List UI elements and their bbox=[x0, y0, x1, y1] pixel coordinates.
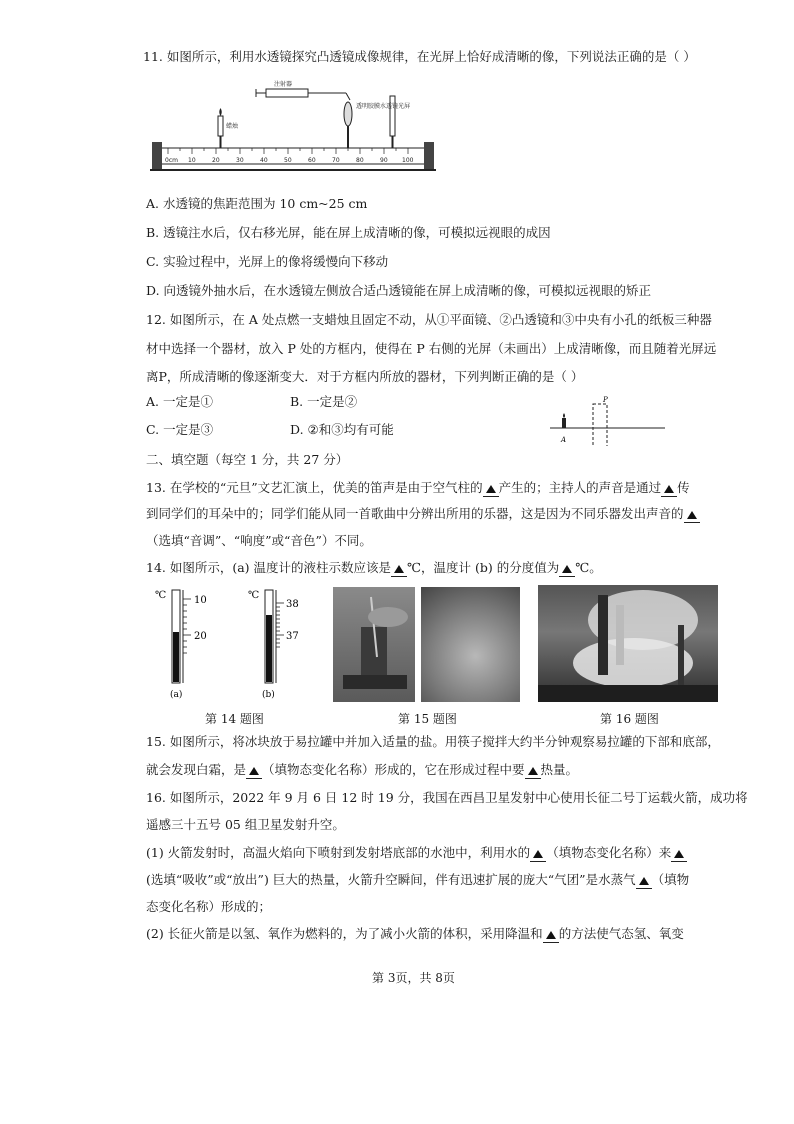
therm-b-tick: 37 bbox=[286, 631, 299, 642]
syringe-label: 注射器 bbox=[274, 81, 293, 88]
q11-option-d[interactable]: D. 向透镜外抽水后，在水透镜左侧放合适凸透镜能在屏上成清晰的像，可模拟远视眼的矫正 bbox=[146, 283, 652, 298]
ruler-unit: 0cm bbox=[165, 157, 178, 164]
q11-option-a[interactable]: A. 水透镜的焦距范围为 10 cm~25 cm bbox=[146, 196, 368, 211]
answer-blank[interactable] bbox=[391, 560, 407, 577]
ruler-tick: 100 bbox=[402, 157, 414, 164]
q16-part-1-cont: (选填“吸收”或“放出”) 巨大的热量，火箭升空瞬间，伴有迅速扩展的庞大“气团”是水蒸气 （填物 bbox=[146, 872, 690, 887]
ruler-tick: 10 bbox=[188, 157, 196, 164]
q16-line-2: 遥感三十五号 05 组卫星发射升空。 bbox=[146, 817, 345, 832]
triangle-icon bbox=[562, 565, 572, 573]
q15-photo-frost bbox=[421, 587, 520, 702]
answer-blank[interactable] bbox=[636, 872, 652, 889]
q11-stem: 11. 如图所示，利用水透镜探究凸透镜成像规律，在光屏上恰好成清晰的像，下列说法正确的是（ ） bbox=[143, 49, 696, 64]
ruler-tick: 20 bbox=[212, 157, 220, 164]
triangle-icon bbox=[687, 511, 697, 519]
q16-part-1-end: 态变化名称）形成的； bbox=[146, 899, 272, 914]
q12-line-2: 材中选择一个器材，放入 P 处的方框内，使得在 P 右侧的光屏（未画出）上成清晰像，而且随着光屏远 bbox=[146, 341, 717, 356]
ruler-tick: 40 bbox=[260, 157, 268, 164]
q16-part-2: (2) 长征火箭是以氢、氧作为燃料的，为了减小火箭的体积，采用降温和 的方法使气态氢、氧变 bbox=[146, 926, 684, 941]
therm-a-tick: 20 bbox=[194, 631, 207, 642]
q13-line-1: 13. 在学校的“元旦”文艺汇演上，优美的笛声是由于空气柱的 产生的；主持人的声音是通过 传 bbox=[146, 480, 690, 495]
q15-line-1: 15. 如图所示，将冰块放于易拉罐中并加入适量的盐。用筷子搅拌大约半分钟观察易拉罐的下部和底部， bbox=[146, 734, 720, 749]
fig-label-a: A bbox=[561, 436, 567, 444]
triangle-icon bbox=[546, 931, 556, 939]
q16-photo-rocket bbox=[538, 585, 718, 702]
answer-blank[interactable] bbox=[671, 845, 687, 862]
candle-label: 蜡烛 bbox=[226, 123, 239, 130]
q15-photo-stirring bbox=[333, 587, 415, 702]
q13-line-2: 到同学们的耳朵中的；同学们能从同一首歌曲中分辨出所用的乐器，这是因为不同乐器发出声音的 bbox=[146, 506, 700, 523]
ruler-tick: 30 bbox=[236, 157, 244, 164]
q16-line-1: 16. 如图所示，2022 年 9 月 6 日 12 时 19 分，我国在西昌卫星发射中心使用长征二号丁运载火箭，成功将 bbox=[146, 790, 748, 805]
answer-blank[interactable] bbox=[246, 762, 262, 779]
fig-label-p: P bbox=[603, 396, 608, 404]
lens-label: 透明胶膜水透镜 bbox=[356, 103, 399, 110]
ruler-tick: 90 bbox=[380, 157, 388, 164]
q11-option-c[interactable]: C. 实验过程中，光屏上的像将缓慢向下移动 bbox=[146, 254, 389, 269]
answer-blank[interactable] bbox=[483, 480, 499, 497]
q11-optical-bench-figure bbox=[148, 78, 438, 186]
therm-a-tick: 10 bbox=[194, 595, 207, 606]
caption-fig-14: 第 14 题图 bbox=[205, 712, 264, 726]
screen-label: 光屏 bbox=[398, 103, 411, 110]
therm-a-label: (a) bbox=[170, 690, 183, 700]
triangle-icon bbox=[533, 850, 543, 858]
optical-bench-diagram bbox=[148, 78, 438, 186]
thermometers-diagram bbox=[150, 585, 320, 703]
therm-a-unit: ℃ bbox=[155, 590, 167, 601]
caption-fig-15: 第 15 题图 bbox=[398, 712, 457, 726]
q14-line: 14. 如图所示，(a) 温度计的液柱示数应该是 ℃，温度计 (b) 的分度值为 ℃。 bbox=[146, 560, 602, 575]
q13-line-3: （选填“音调”、“响度”或“音色”）不同。 bbox=[146, 533, 372, 548]
therm-b-label: (b) bbox=[262, 690, 275, 700]
triangle-icon bbox=[528, 767, 538, 775]
therm-b-tick: 38 bbox=[286, 599, 299, 610]
q12-option-c[interactable]: C. 一定是③ bbox=[146, 422, 214, 437]
candle-box-diagram bbox=[545, 396, 670, 446]
page-footer: 第 3页，共 8页 bbox=[372, 971, 455, 985]
answer-blank[interactable] bbox=[684, 506, 700, 523]
answer-blank[interactable] bbox=[559, 560, 575, 577]
q12-line-1: 12. 如图所示，在 A 处点燃一支蜡烛且固定不动，从①平面镜、②凸透镜和③中央有小孔的纸板三种器 bbox=[146, 312, 712, 327]
triangle-icon bbox=[486, 485, 496, 493]
ruler-tick: 80 bbox=[356, 157, 364, 164]
ruler-tick: 50 bbox=[284, 157, 292, 164]
q12-option-d[interactable]: D. ②和③均有可能 bbox=[290, 422, 394, 437]
triangle-icon bbox=[674, 850, 684, 858]
q14-thermometers-figure bbox=[150, 585, 320, 703]
answer-blank[interactable] bbox=[525, 762, 541, 779]
triangle-icon bbox=[394, 565, 404, 573]
answer-blank[interactable] bbox=[530, 845, 546, 862]
q15-line-2: 就会发现白霜，是 （填物态变化名称）形成的，它在形成过程中要 热量。 bbox=[146, 762, 579, 777]
caption-fig-16: 第 16 题图 bbox=[600, 712, 659, 726]
ruler-tick: 60 bbox=[308, 157, 316, 164]
q16-part-1: (1) 火箭发射时，高温火焰向下喷射到发射塔底部的水池中，利用水的 （填物态变化名称）来 bbox=[146, 845, 687, 862]
triangle-icon bbox=[639, 877, 649, 885]
section-2-heading: 二、填空题（每空 1 分，共 27 分） bbox=[146, 452, 349, 467]
therm-b-unit: ℃ bbox=[248, 590, 260, 601]
q12-line-3: 离P，所成清晰的像逐渐变大．对于方框内所放的器材，下列判断正确的是（ ） bbox=[146, 369, 584, 384]
triangle-icon bbox=[664, 485, 674, 493]
triangle-icon bbox=[249, 767, 259, 775]
q12-option-b[interactable]: B. 一定是② bbox=[290, 394, 358, 409]
q12-option-a[interactable]: A. 一定是① bbox=[146, 394, 213, 409]
answer-blank[interactable] bbox=[661, 480, 677, 497]
answer-blank[interactable] bbox=[543, 926, 559, 943]
q11-option-b[interactable]: B. 透镜注水后，仅右移光屏，能在屏上成清晰的像，可模拟远视眼的成因 bbox=[146, 225, 551, 240]
q12-figure bbox=[545, 396, 670, 446]
ruler-tick: 70 bbox=[332, 157, 340, 164]
